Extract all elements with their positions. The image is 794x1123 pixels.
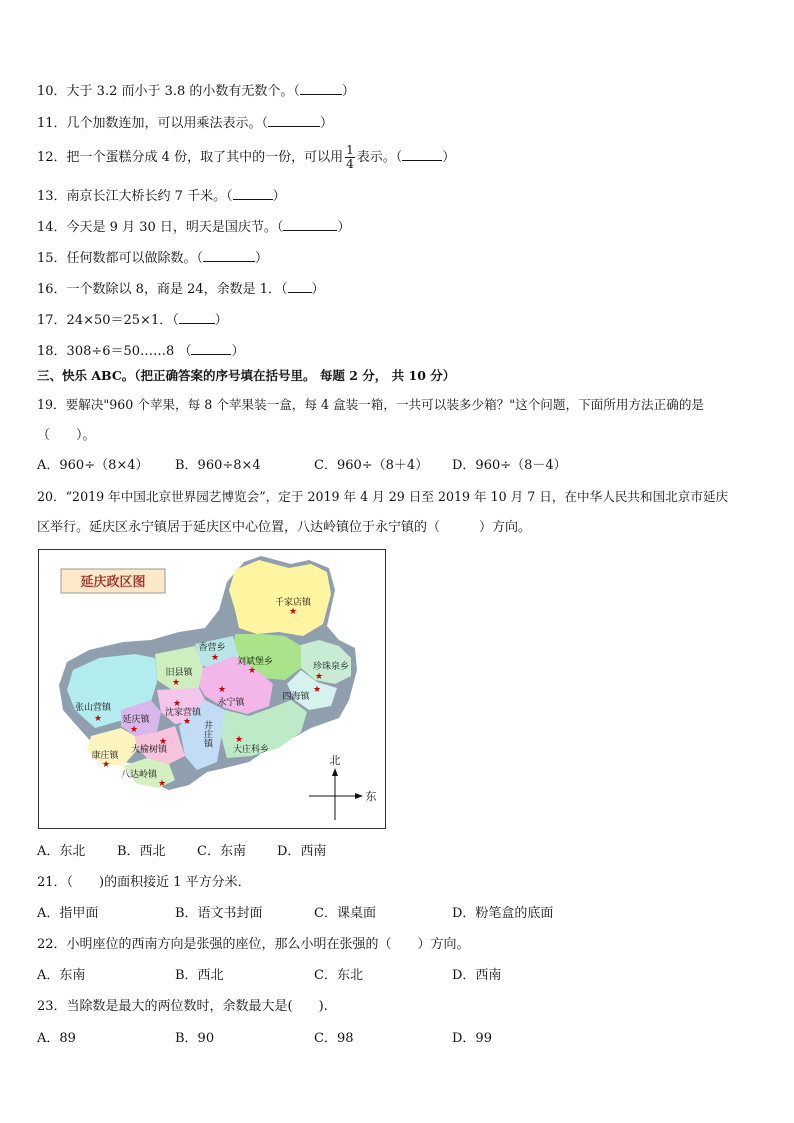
option-a[interactable]: A．东南 xyxy=(37,968,86,983)
option-b[interactable]: B．960÷8×4 xyxy=(175,458,261,473)
section-heading: 三、快乐 ABC。（把正确答案的序号填在括号里。 每题 2 分， 共 10 分） xyxy=(37,368,456,383)
svg-text:★: ★ xyxy=(312,685,322,695)
town-label: 大榆树镇 xyxy=(130,745,168,755)
question-text: 17．24×50＝25×1．（ xyxy=(37,313,179,328)
option-a[interactable]: A．89 xyxy=(37,1031,76,1046)
town-label: 香营乡 xyxy=(198,643,226,653)
question-16: 16．一个数除以 8，商是 24，余数是 1．（ ） xyxy=(37,282,325,297)
svg-text:★: ★ xyxy=(171,678,181,688)
question-12: 12．把一个蛋糕分成 4 份，取了其中的一份，可以用 $\frac{1}{4}$ 表示。（ ） xyxy=(37,143,456,171)
question-text: 18．308÷6＝50……8 （ xyxy=(37,344,192,359)
town-label: 刘斌堡乡 xyxy=(236,657,274,667)
option-c[interactable]: C．98 xyxy=(314,1031,354,1046)
option-a[interactable]: A．指甲面 xyxy=(37,906,99,921)
town-label: 康庄镇 xyxy=(91,751,119,761)
svg-text:★: ★ xyxy=(129,725,139,735)
answer-blank[interactable] xyxy=(283,218,337,231)
svg-text:★: ★ xyxy=(93,714,103,724)
question-text: 16．一个数除以 8，商是 24，余数是 1．（ xyxy=(37,282,288,297)
question-21: 21．（ )的面积接近 1 平方分米． xyxy=(37,875,251,890)
option-a[interactable]: A．东北 xyxy=(37,844,86,859)
svg-text:★: ★ xyxy=(157,779,167,789)
question-19-line2: （ ）。 xyxy=(37,428,96,443)
question-18: 18．308÷6＝50……8 （ ） xyxy=(37,344,245,359)
option-d[interactable]: D．960÷（8－4） xyxy=(452,458,567,473)
question-20-line2: 区举行。延庆区永宁镇居于延庆区中心位置，八达岭镇位于永宁镇的（ ）方向。 xyxy=(37,520,532,535)
question-text: 10．大于 3.2 而小于 3.8 的小数有无数个。（ xyxy=(37,84,300,99)
option-d[interactable]: D．99 xyxy=(452,1031,492,1046)
svg-text:★: ★ xyxy=(158,737,168,747)
svg-text:★: ★ xyxy=(217,685,227,695)
map-svg xyxy=(39,550,385,828)
svg-text:★: ★ xyxy=(182,717,192,727)
question-19-line1: 19．要解决"960 个苹果，每 8 个苹果装一盒，每 4 盒装一箱，一共可以装多少箱？"这个问题，下面所用方法正确的是 xyxy=(37,397,705,412)
option-b[interactable]: B．西北 xyxy=(117,844,166,859)
answer-blank[interactable] xyxy=(179,311,215,324)
svg-text:★: ★ xyxy=(314,672,324,682)
answer-blank[interactable] xyxy=(288,280,312,293)
svg-text:★: ★ xyxy=(210,653,220,663)
option-b[interactable]: B．90 xyxy=(175,1031,215,1046)
svg-text:★: ★ xyxy=(234,735,244,745)
question-text: 12．把一个蛋糕分成 4 份，取了其中的一份，可以用 xyxy=(37,150,344,165)
question-text: 13．南京长江大桥长约 7 千米。（ xyxy=(37,189,233,204)
option-a[interactable]: A．960÷（8×4） xyxy=(37,458,149,473)
town-label: 八达岭镇 xyxy=(120,770,158,780)
fraction: $\frac{1}{4}$ xyxy=(346,143,354,171)
option-c[interactable]: C．960÷（8＋4） xyxy=(314,458,429,473)
question-14: 14．今天是 9 月 30 日，明天是国庆节。（ ） xyxy=(37,220,351,235)
map-title: 延庆政区图 xyxy=(80,575,146,590)
north-label: 北 xyxy=(329,754,341,767)
town-label: 四海镇 xyxy=(282,692,310,702)
option-b[interactable]: B．语文书封面 xyxy=(175,906,263,921)
town-label: 沈家营镇 xyxy=(164,708,202,718)
town-label: 延庆镇 xyxy=(122,715,150,725)
svg-text:★: ★ xyxy=(101,760,111,770)
answer-blank[interactable] xyxy=(233,187,273,200)
town-label: 永宁镇 xyxy=(217,698,245,708)
town-label: 千家店镇 xyxy=(274,598,312,608)
option-c[interactable]: C．东南 xyxy=(197,844,246,859)
answer-blank[interactable] xyxy=(203,249,255,262)
question-20-line1: 20．“2019 年中国北京世界园艺博览会”，定于 2019 年 4 月 29 日至 2019 年 10 月 7 日，在中华人民共和国北京市延庆 xyxy=(37,489,729,504)
east-label: 东 xyxy=(365,790,377,803)
answer-blank[interactable] xyxy=(402,148,442,161)
svg-text:★: ★ xyxy=(172,699,182,709)
answer-blank[interactable] xyxy=(191,342,231,355)
town-label: 旧县镇 xyxy=(165,668,193,678)
town-label: 珍珠泉乡 xyxy=(312,662,350,672)
svg-text:★: ★ xyxy=(247,666,257,676)
town-label: 大庄科乡 xyxy=(232,745,270,755)
answer-blank[interactable] xyxy=(268,114,320,127)
option-c[interactable]: C．课桌面 xyxy=(314,906,376,921)
option-c[interactable]: C．东北 xyxy=(314,968,363,983)
option-d[interactable]: D．西南 xyxy=(452,968,502,983)
svg-text:★: ★ xyxy=(288,607,298,617)
town-label: 井庄镇 xyxy=(202,720,212,748)
question-10: 10．大于 3.2 而小于 3.8 的小数有无数个。（ ） xyxy=(37,84,355,99)
answer-blank[interactable] xyxy=(300,82,342,95)
yanqing-district-map xyxy=(38,549,386,829)
question-13: 13．南京长江大桥长约 7 千米。（ ） xyxy=(37,189,286,204)
question-11: 11．几个加数连加，可以用乘法表示。（ ） xyxy=(37,116,334,131)
question-17: 17．24×50＝25×1．（ ） xyxy=(37,313,228,328)
question-15: 15．任何数都可以做除数。（ ） xyxy=(37,251,269,266)
town-label: 张山营镇 xyxy=(74,703,112,713)
question-text: 11．几个加数连加，可以用乘法表示。（ xyxy=(37,116,269,131)
option-d[interactable]: D．西南 xyxy=(277,844,327,859)
option-b[interactable]: B．西北 xyxy=(175,968,224,983)
question-text: 15．任何数都可以做除数。（ xyxy=(37,251,204,266)
option-d[interactable]: D．粉笔盒的底面 xyxy=(452,906,554,921)
question-text: 14．今天是 9 月 30 日，明天是国庆节。（ xyxy=(37,220,284,235)
question-22: 22．小明座位的西南方向是张强的座位，那么小明在张强的（ ）方向。 xyxy=(37,937,470,952)
question-23: 23．当除数是最大的两位数时，余数最大是( ). xyxy=(37,999,328,1014)
compass xyxy=(309,754,377,820)
